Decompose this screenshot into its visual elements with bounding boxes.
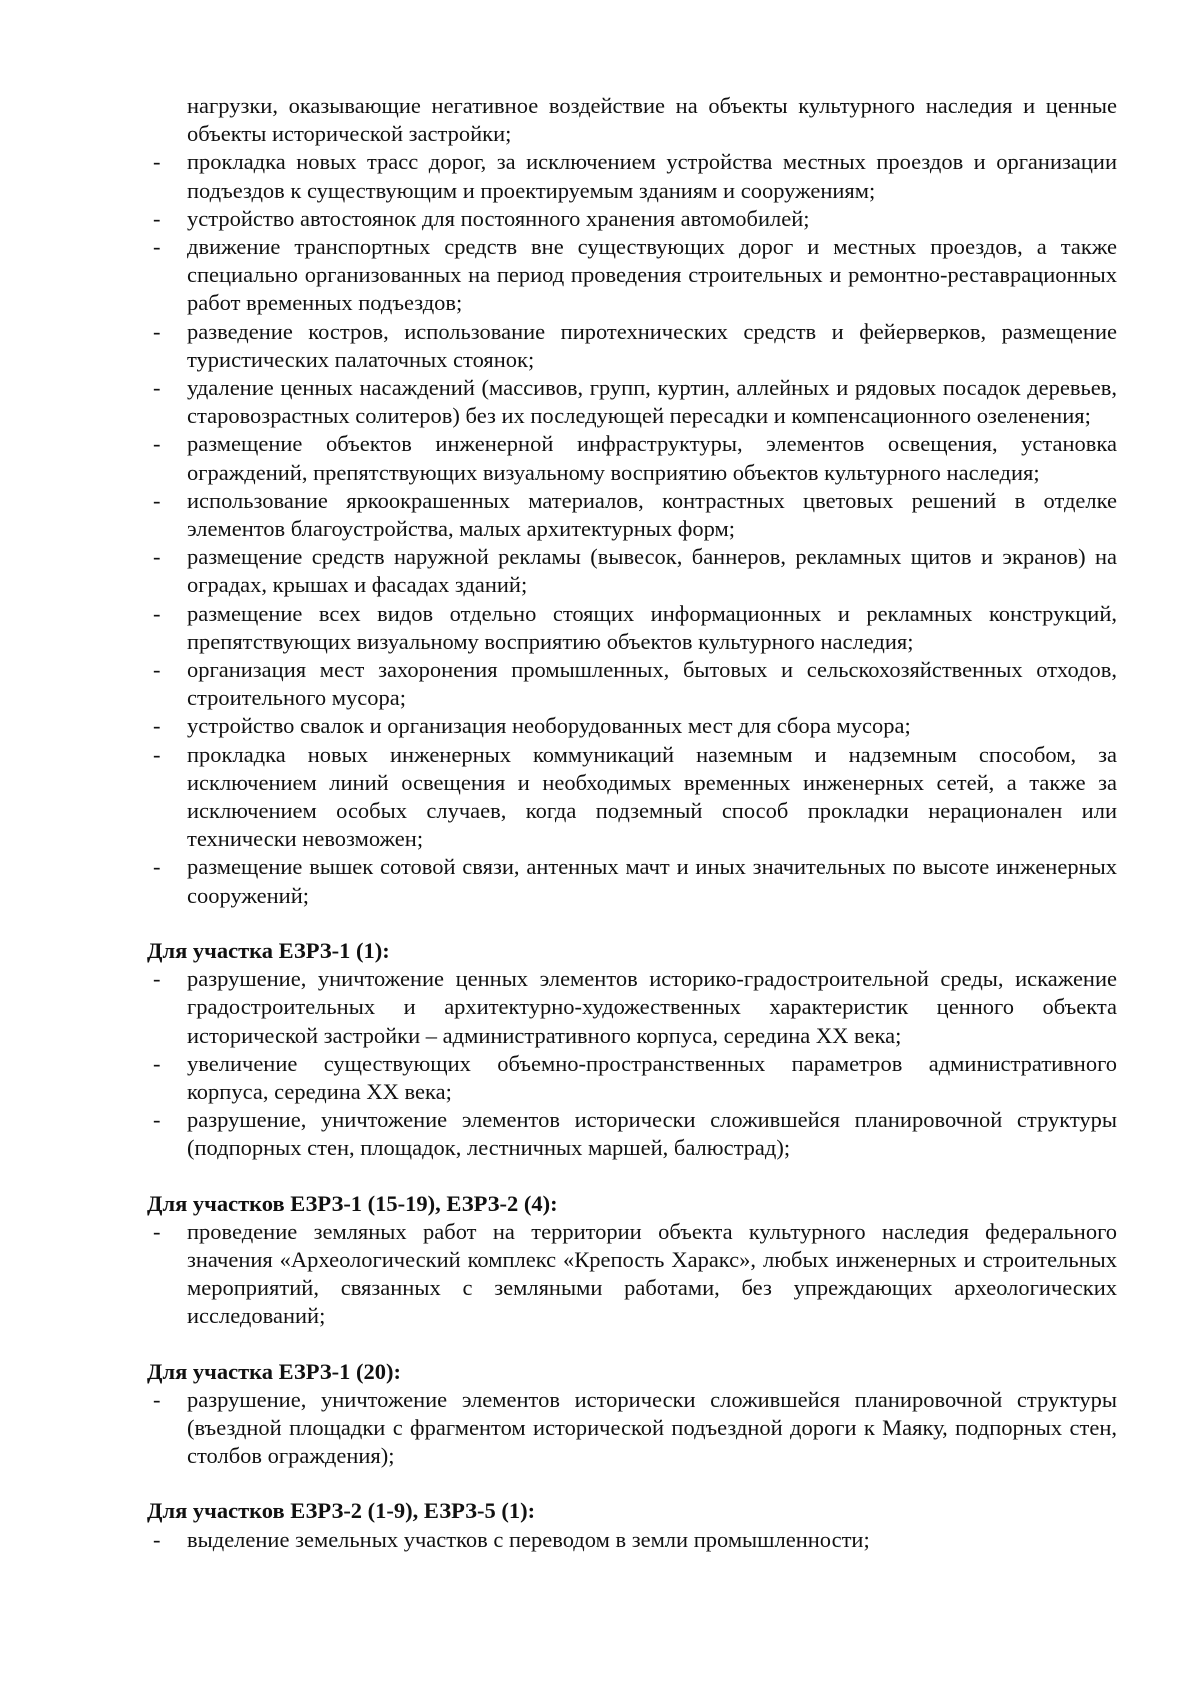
list-item-text: разрушение, уничтожение элементов исторически сложившейся планировочной структуры (подпорных стен, площадок, лестничных маршей, балюстрад); xyxy=(187,1107,1117,1161)
list-item xyxy=(147,318,1117,374)
bullet-dash: - xyxy=(153,234,161,260)
list-item xyxy=(147,1526,1117,1554)
list-item xyxy=(147,430,1117,486)
bullet-dash: - xyxy=(153,966,161,992)
list-item xyxy=(147,741,1117,854)
bullet-dash: - xyxy=(153,854,161,880)
list-item-text: разрушение, уничтожение ценных элементов историко-градостроительной среды, искажение градостроительных и архитектурно-художественных характеристик ценного объекта исторической застройки – административного корпуса, середина XX века; xyxy=(187,966,1117,1048)
bullet-dash: - xyxy=(153,149,161,175)
list-item xyxy=(147,205,1117,233)
bullet-dash: - xyxy=(153,1218,161,1244)
list-item xyxy=(147,1386,1117,1471)
section-list xyxy=(147,1218,1117,1331)
bullet-dash: - xyxy=(153,544,161,570)
section-heading: Для участков ЕЗРЗ-1 (15-19), ЕЗРЗ-2 (4): xyxy=(147,1190,558,1216)
section-list xyxy=(147,965,1117,1162)
list-item-text: организация мест захоронения промышленных, бытовых и сельскохозяйственных отходов, строительного мусора; xyxy=(187,657,1117,711)
section-heading: Для участка ЕЗРЗ-1 (20): xyxy=(147,1358,402,1384)
list-item-text: устройство автостоянок для постоянного хранения автомобилей; xyxy=(187,205,810,231)
bullet-dash: - xyxy=(153,487,161,513)
bullet-dash: - xyxy=(153,713,161,739)
list-item-text: размещение вышек сотовой связи, антенных мачт и иных значительных по высоте инженерных сооружений; xyxy=(187,854,1117,908)
section-ezrz-2-1-9-ezrz-5-1 xyxy=(147,1497,1117,1553)
section-list xyxy=(147,1386,1117,1471)
bullet-dash: - xyxy=(153,657,161,683)
bullet-dash: - xyxy=(153,1050,161,1076)
list-item xyxy=(147,487,1117,543)
general-restrictions-list xyxy=(147,148,1117,909)
list-item-text: прокладка новых трасс дорог, за исключением устройства местных проездов и организации подъездов к существующим и проектируемым зданиям и сооружениям; xyxy=(187,149,1117,203)
list-item-text: проведение земляных работ на территории объекта культурного наследия федерального значения «Археологический комплекс «Крепость Харакс», любых инженерных и строительных мероприятий, связанных с земляными работами, без упреждающих археологических исследований; xyxy=(187,1218,1117,1329)
bullet-dash: - xyxy=(153,1526,161,1552)
list-item-text: использование яркоокрашенных материалов, контрастных цветовых решений в отделке элементов благоустройства, малых архитектурных форм; xyxy=(187,487,1117,542)
section-ezrz-1-1 xyxy=(147,937,1117,1163)
list-item xyxy=(147,656,1117,712)
list-item xyxy=(147,965,1117,1050)
bullet-dash: - xyxy=(153,1107,161,1133)
list-item xyxy=(147,543,1117,599)
list-item-text: прокладка новых инженерных коммуникаций наземным и надземным способом, за исключением линий освещения и необходимых временных инженерных сетей, а также за исключением особых случаев, когда подземный способ прокладки нерационален или технически невозможен; xyxy=(187,741,1117,852)
section-ezrz-1-20 xyxy=(147,1358,1117,1471)
list-item xyxy=(147,712,1117,740)
section-ezrz-1-15-19-ezrz-2-4 xyxy=(147,1190,1117,1331)
bullet-dash: - xyxy=(153,375,161,401)
list-item-text: разведение костров, использование пиротехнических средств и фейерверков, размещение туристических палаточных стоянок; xyxy=(187,318,1117,372)
bullet-dash: - xyxy=(153,318,161,344)
list-item-text: разрушение, уничтожение элементов исторически сложившейся планировочной структуры (въездной площадки с фрагментом исторической подъездной дороги к Маяку, подпорных стен, столбов ограждения); xyxy=(187,1386,1117,1469)
list-item-text: размещение всех видов отдельно стоящих информационных и рекламных конструкций, препятствующих визуальному восприятию объектов культурного наследия; xyxy=(187,600,1117,654)
list-item-text: размещение средств наружной рекламы (вывесок, баннеров, рекламных щитов и экранов) на оградах, крышах и фасадах зданий; xyxy=(187,544,1117,598)
list-item xyxy=(147,1218,1117,1331)
list-item-text: размещение объектов инженерной инфраструктуры, элементов освещения, установка ограждений, препятствующих визуальному восприятию объектов культурного наследия; xyxy=(187,431,1117,485)
bullet-dash: - xyxy=(153,205,161,231)
list-item xyxy=(147,148,1117,204)
list-item xyxy=(147,600,1117,656)
bullet-dash: - xyxy=(153,431,161,457)
section-list xyxy=(147,1526,1117,1554)
intro-continuation: нагрузки, оказывающие негативное воздействие на объекты культурного наследия и ценные объекты исторической застройки; xyxy=(187,93,1117,147)
bullet-dash: - xyxy=(153,600,161,626)
document-body xyxy=(147,92,1117,1554)
bullet-dash: - xyxy=(153,741,161,767)
list-item-text: выделение земельных участков с переводом в земли промышленности; xyxy=(187,1526,870,1552)
list-item-text: устройство свалок и организация необорудованных мест для сбора мусора; xyxy=(187,713,911,739)
list-item xyxy=(147,1106,1117,1162)
bullet-dash: - xyxy=(153,1386,161,1412)
section-heading: Для участков ЕЗРЗ-2 (1-9), ЕЗРЗ-5 (1): xyxy=(147,1498,536,1524)
section-heading: Для участка ЕЗРЗ-1 (1): xyxy=(147,937,390,963)
list-item xyxy=(147,1050,1117,1106)
list-item xyxy=(147,233,1117,318)
list-item xyxy=(147,853,1117,909)
list-item-text: движение транспортных средств вне существующих дорог и местных проездов, а также специально организованных на период проведения строительных и ремонтно-реставрационных работ временных подъездов; xyxy=(187,234,1117,316)
list-item-text: увеличение существующих объемно-пространственных параметров административного корпуса, середина XX века; xyxy=(187,1050,1117,1104)
list-item xyxy=(147,374,1117,430)
list-item-text: удаление ценных насаждений (массивов, групп, куртин, аллейных и рядовых посадок деревьев, старовозрастных солитеров) без их последующей пересадки и компенсационного озеленения; xyxy=(187,375,1117,429)
